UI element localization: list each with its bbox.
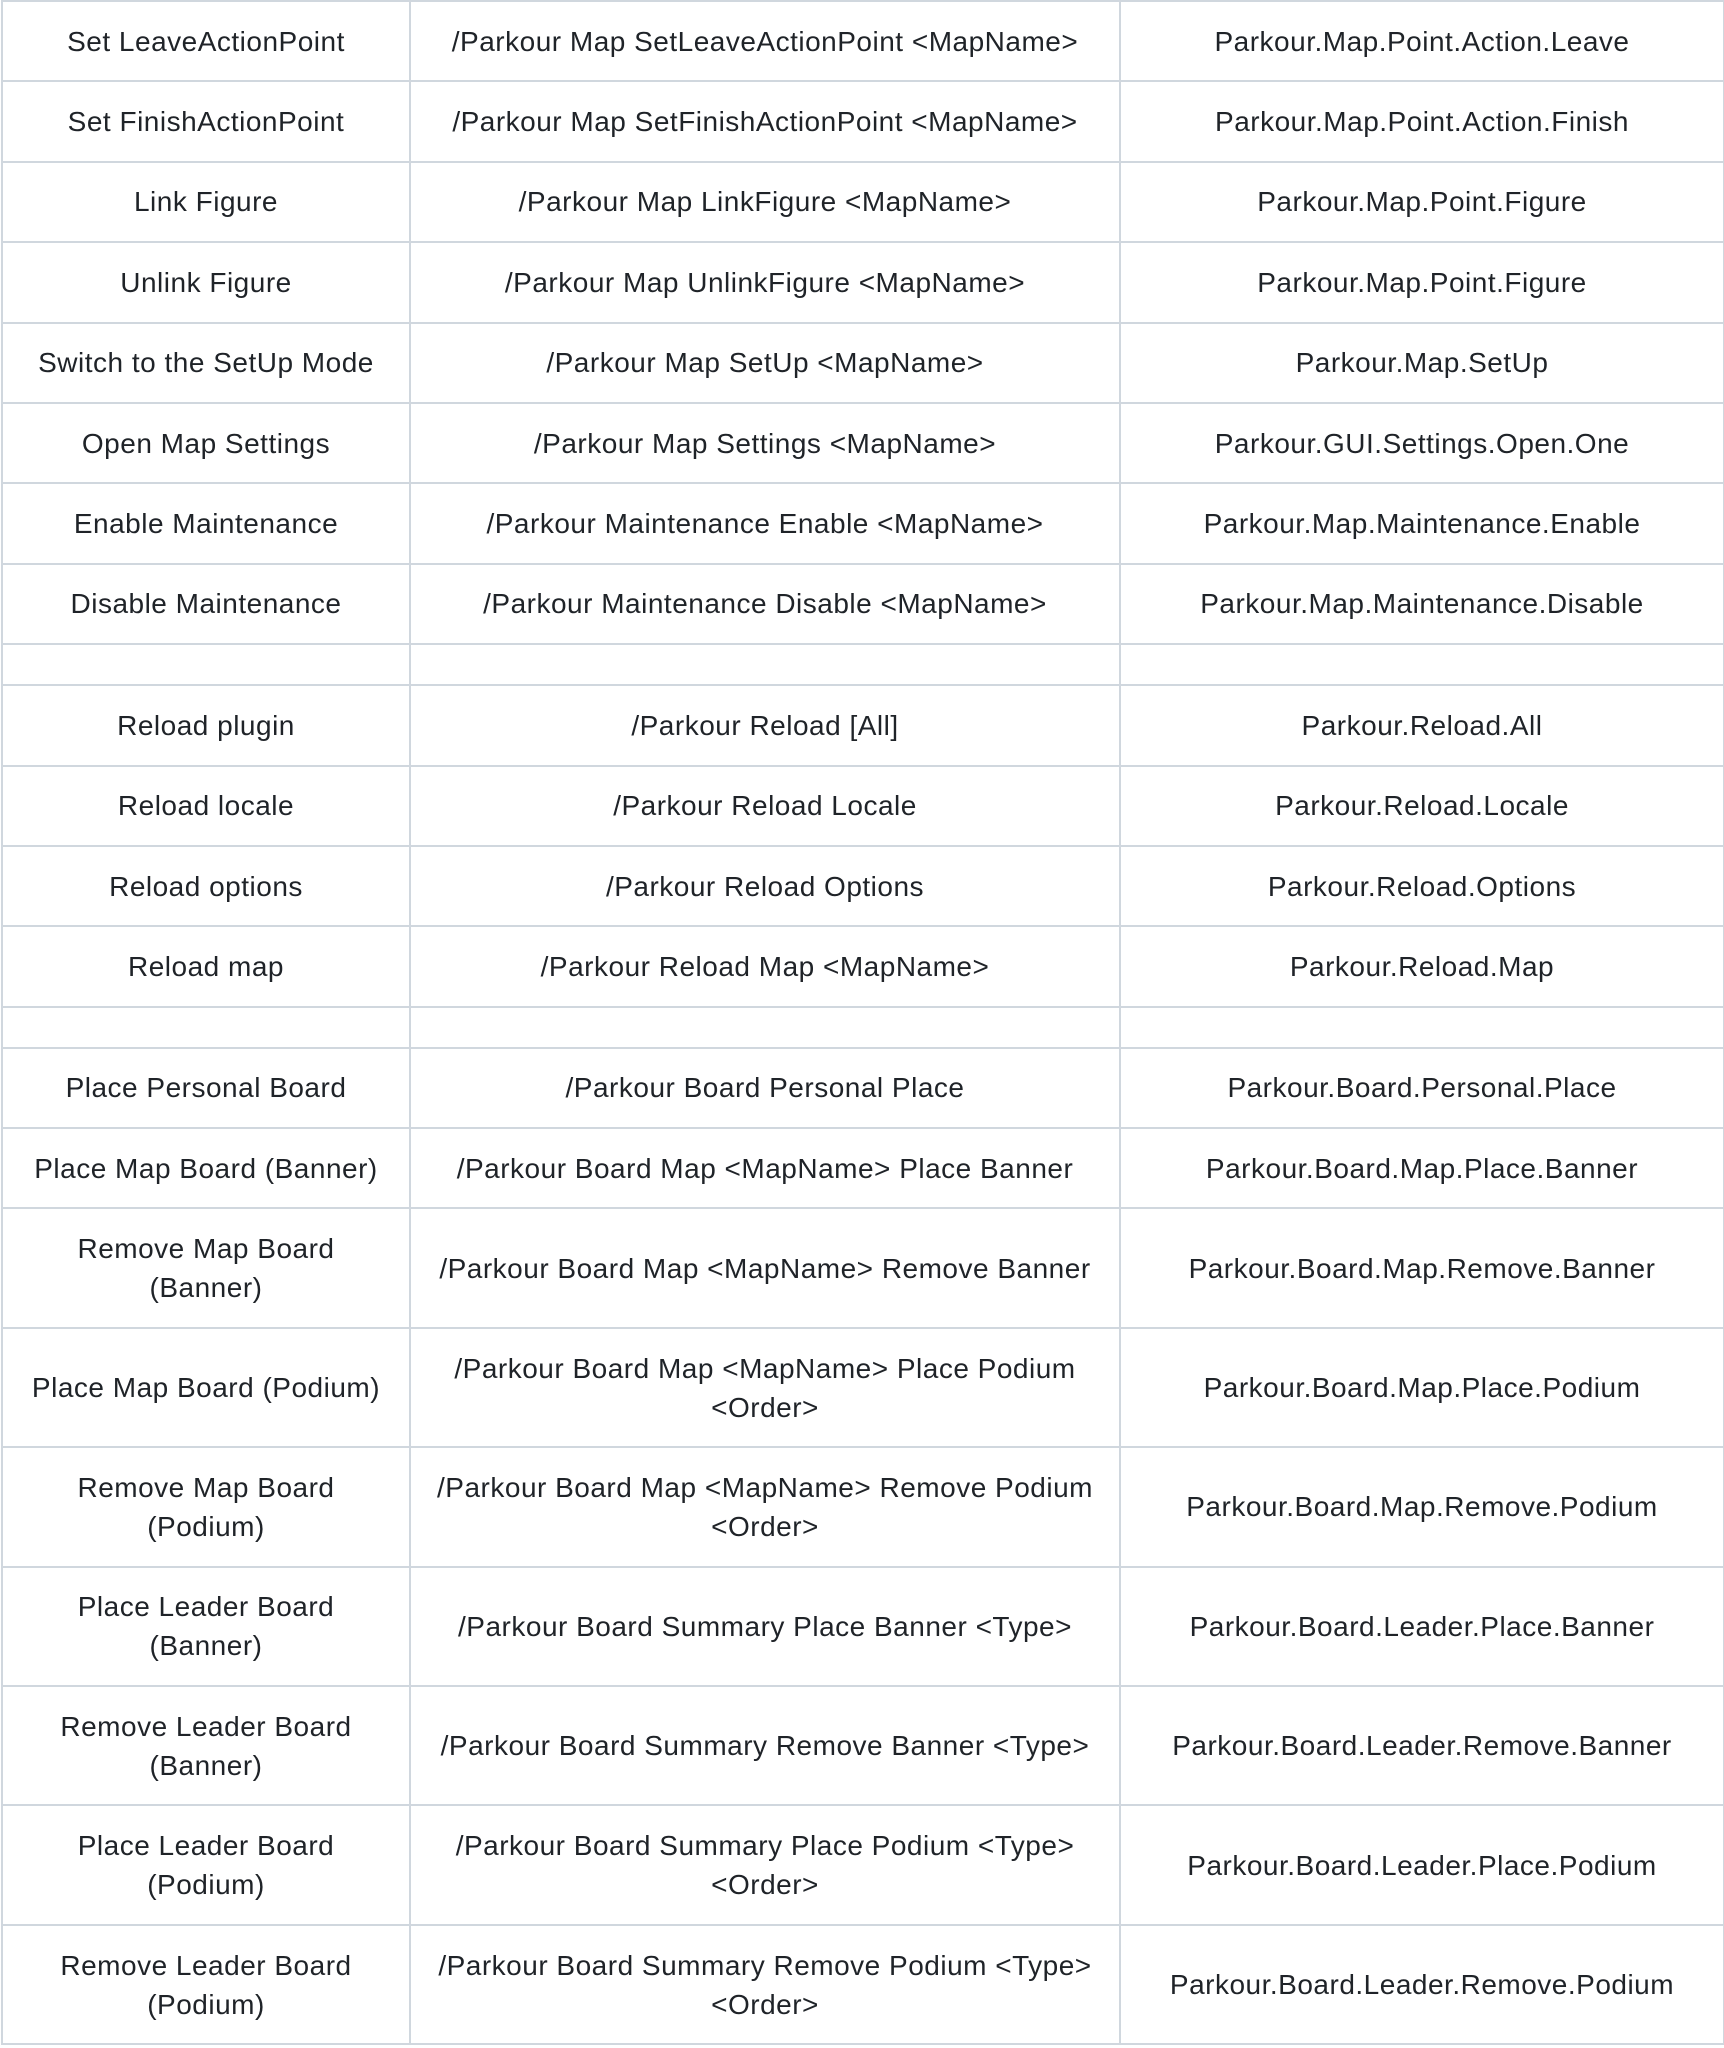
table-row [2, 1805, 1724, 1924]
table-row [2, 564, 1724, 644]
command-syntax-cell: /Parkour Reload Options [410, 846, 1120, 926]
permission-cell: Parkour.Board.Leader.Place.Podium [1120, 1805, 1724, 1924]
command-name-cell: Set LeaveActionPoint [2, 1, 410, 81]
table-row [2, 766, 1724, 846]
table-row [2, 926, 1724, 1006]
command-syntax-cell: /Parkour Map SetLeaveActionPoint <MapName> [410, 1, 1120, 81]
command-name-cell: Place Leader Board (Banner) [2, 1567, 410, 1686]
table-row [2, 1447, 1724, 1566]
command-syntax-cell: /Parkour Board Summary Place Podium <Type> <Order> [410, 1805, 1120, 1924]
permission-cell: Parkour.Board.Personal.Place [1120, 1048, 1724, 1128]
permission-cell: Parkour.Board.Map.Remove.Banner [1120, 1208, 1724, 1327]
permission-cell: Parkour.Reload.Options [1120, 846, 1724, 926]
table-spacer-row [2, 1007, 1724, 1048]
permission-cell: Parkour.Map.Maintenance.Disable [1120, 564, 1724, 644]
command-name-cell: Remove Map Board (Banner) [2, 1208, 410, 1327]
permission-cell: Parkour.Map.Point.Figure [1120, 162, 1724, 242]
command-syntax-cell: /Parkour Map UnlinkFigure <MapName> [410, 242, 1120, 322]
table-row [2, 403, 1724, 483]
table-row [2, 685, 1724, 765]
command-name-cell: Reload locale [2, 766, 410, 846]
command-syntax-cell: /Parkour Board Summary Remove Banner <Type> [410, 1686, 1120, 1805]
command-syntax-cell: /Parkour Board Personal Place [410, 1048, 1120, 1128]
table-row [2, 483, 1724, 563]
table-spacer-row [2, 644, 1724, 685]
commands-table [1, 0, 1724, 2045]
permission-cell: Parkour.Map.Point.Action.Leave [1120, 1, 1724, 81]
command-name-cell: Disable Maintenance [2, 564, 410, 644]
permission-cell: Parkour.Board.Leader.Place.Banner [1120, 1567, 1724, 1686]
table-row [2, 1, 1724, 81]
permission-cell: Parkour.Map.Maintenance.Enable [1120, 483, 1724, 563]
command-name-cell: Set FinishActionPoint [2, 81, 410, 161]
permission-cell: Parkour.Reload.All [1120, 685, 1724, 765]
permission-cell: Parkour.Reload.Locale [1120, 766, 1724, 846]
table-row [2, 242, 1724, 322]
commands-table-body [2, 1, 1724, 2044]
command-syntax-cell: /Parkour Reload [All] [410, 685, 1120, 765]
permission-cell: Parkour.Map.SetUp [1120, 323, 1724, 403]
table-row [2, 323, 1724, 403]
command-name-cell: Open Map Settings [2, 403, 410, 483]
table-row [2, 1567, 1724, 1686]
command-syntax-cell: /Parkour Board Summary Remove Podium <Type> <Order> [410, 1925, 1120, 2044]
permission-cell: Parkour.Board.Map.Place.Banner [1120, 1128, 1724, 1208]
permission-cell: Parkour.Map.Point.Figure [1120, 242, 1724, 322]
command-name-cell: Remove Map Board (Podium) [2, 1447, 410, 1566]
table-row [2, 1925, 1724, 2044]
table-row [2, 1686, 1724, 1805]
permission-cell: Parkour.Map.Point.Action.Finish [1120, 81, 1724, 161]
command-name-cell: Switch to the SetUp Mode [2, 323, 410, 403]
permission-cell [1120, 1007, 1724, 1048]
command-name-cell: Reload map [2, 926, 410, 1006]
permission-cell: Parkour.Board.Leader.Remove.Banner [1120, 1686, 1724, 1805]
command-syntax-cell: /Parkour Maintenance Disable <MapName> [410, 564, 1120, 644]
command-syntax-cell: /Parkour Map Settings <MapName> [410, 403, 1120, 483]
command-syntax-cell: /Parkour Board Map <MapName> Place Banner [410, 1128, 1120, 1208]
command-name-cell: Place Personal Board [2, 1048, 410, 1128]
table-row [2, 846, 1724, 926]
command-syntax-cell: /Parkour Board Map <MapName> Place Podium <Order> [410, 1328, 1120, 1447]
command-name-cell: Unlink Figure [2, 242, 410, 322]
command-syntax-cell [410, 1007, 1120, 1048]
command-syntax-cell: /Parkour Map LinkFigure <MapName> [410, 162, 1120, 242]
table-row [2, 1128, 1724, 1208]
command-name-cell: Remove Leader Board (Podium) [2, 1925, 410, 2044]
command-name-cell: Link Figure [2, 162, 410, 242]
command-name-cell: Remove Leader Board (Banner) [2, 1686, 410, 1805]
command-name-cell [2, 644, 410, 685]
table-row [2, 162, 1724, 242]
command-name-cell: Reload plugin [2, 685, 410, 765]
command-name-cell: Enable Maintenance [2, 483, 410, 563]
permission-cell: Parkour.Board.Map.Remove.Podium [1120, 1447, 1724, 1566]
command-name-cell: Place Map Board (Podium) [2, 1328, 410, 1447]
command-name-cell: Place Map Board (Banner) [2, 1128, 410, 1208]
command-syntax-cell: /Parkour Maintenance Enable <MapName> [410, 483, 1120, 563]
command-name-cell: Reload options [2, 846, 410, 926]
permission-cell: Parkour.Board.Leader.Remove.Podium [1120, 1925, 1724, 2044]
table-row [2, 81, 1724, 161]
command-syntax-cell: /Parkour Board Map <MapName> Remove Banner [410, 1208, 1120, 1327]
permission-cell [1120, 644, 1724, 685]
table-row [2, 1328, 1724, 1447]
command-syntax-cell: /Parkour Map SetFinishActionPoint <MapName> [410, 81, 1120, 161]
command-syntax-cell [410, 644, 1120, 685]
command-name-cell [2, 1007, 410, 1048]
command-syntax-cell: /Parkour Reload Map <MapName> [410, 926, 1120, 1006]
table-row [2, 1048, 1724, 1128]
command-syntax-cell: /Parkour Reload Locale [410, 766, 1120, 846]
command-syntax-cell: /Parkour Board Summary Place Banner <Type> [410, 1567, 1120, 1686]
command-syntax-cell: /Parkour Board Map <MapName> Remove Podium <Order> [410, 1447, 1120, 1566]
command-name-cell: Place Leader Board (Podium) [2, 1805, 410, 1924]
command-syntax-cell: /Parkour Map SetUp <MapName> [410, 323, 1120, 403]
permission-cell: Parkour.Reload.Map [1120, 926, 1724, 1006]
permission-cell: Parkour.GUI.Settings.Open.One [1120, 403, 1724, 483]
permission-cell: Parkour.Board.Map.Place.Podium [1120, 1328, 1724, 1447]
table-row [2, 1208, 1724, 1327]
